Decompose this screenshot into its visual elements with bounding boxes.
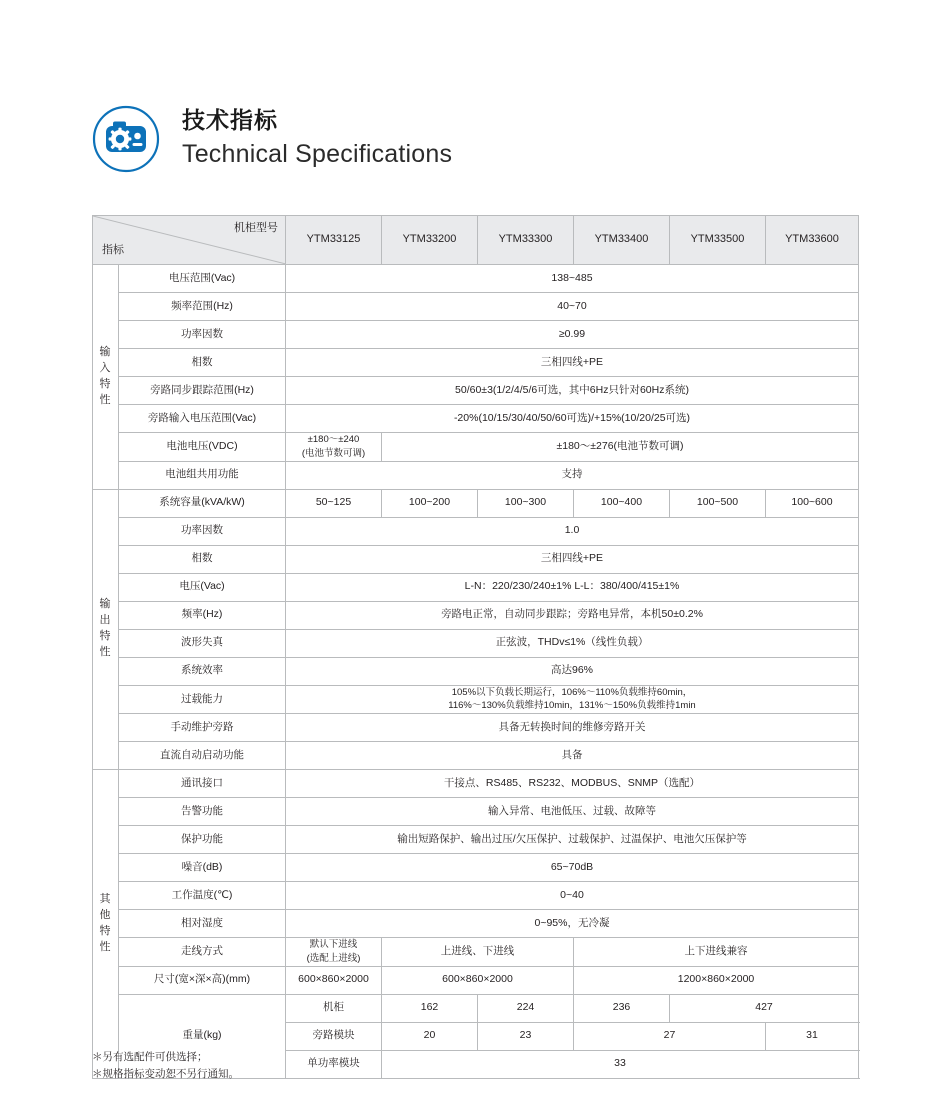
row-label: 电池组共用功能 — [119, 461, 286, 489]
table-row — [93, 573, 859, 601]
row-value: 20 — [382, 1022, 478, 1050]
row-value: 31 — [766, 1022, 859, 1050]
row-value: 427 — [670, 994, 859, 1022]
model-header-4: YTM33400 — [574, 216, 670, 265]
table-row — [93, 994, 859, 1022]
row-value: 65~70dB — [286, 854, 859, 882]
row-value: 上进线、下进线 — [382, 938, 574, 967]
row-value: ±180～±276(电池节数可调) — [382, 433, 859, 462]
table-row — [93, 265, 859, 293]
row-value: 600×860×2000 — [286, 966, 382, 994]
table-row — [93, 714, 859, 742]
row-value: 高达96% — [286, 657, 859, 685]
row-value: 三相四线+PE — [286, 545, 859, 573]
row-value: 100~400 — [574, 489, 670, 517]
table-corner-header — [93, 216, 286, 265]
row-label: 直流自动启动功能 — [119, 742, 286, 770]
table-row — [93, 489, 859, 517]
weight-sub-label: 单功率模块 — [286, 1050, 382, 1078]
table-row — [93, 742, 859, 770]
row-value: 上下进线兼容 — [574, 938, 859, 967]
table-row — [93, 826, 859, 854]
row-value: 33 — [382, 1050, 859, 1078]
footnote-1: ＊另有选配件可供选择； — [92, 1051, 208, 1063]
row-value: 40~70 — [286, 293, 859, 321]
row-value: 105%以下负载长期运行，106%～110%负载维持60min， 116%～130%负载维持10min，131%～150%负载维持1min — [286, 685, 859, 714]
row-value: 23 — [478, 1022, 574, 1050]
footnotes — [92, 1049, 239, 1083]
row-value: 默认下进线 (选配上进线) — [286, 938, 382, 967]
table-row — [93, 517, 859, 545]
row-value: 1.0 — [286, 517, 859, 545]
row-value: 138~485 — [286, 265, 859, 293]
table-row — [93, 377, 859, 405]
table-header-row — [93, 216, 859, 265]
table-row — [93, 910, 859, 938]
row-value: 600×860×2000 — [382, 966, 574, 994]
corner-label-model: 机柜型号 — [234, 222, 278, 234]
row-value: 0~40 — [286, 882, 859, 910]
row-value: 正弦波，THDv≤1%（线性负载） — [286, 629, 859, 657]
table-row — [93, 545, 859, 573]
row-value: 0~95%，无冷凝 — [286, 910, 859, 938]
row-label: 相数 — [119, 545, 286, 573]
table-row — [93, 601, 859, 629]
row-label: 频率范围(Hz) — [119, 293, 286, 321]
row-label: 相数 — [119, 349, 286, 377]
table-row — [93, 461, 859, 489]
row-label: 系统容量(kVA/kW) — [119, 489, 286, 517]
specifications-table — [92, 215, 859, 1079]
table-row — [93, 321, 859, 349]
row-label: 电压(Vac) — [119, 573, 286, 601]
row-value: 50/60±3(1/2/4/5/6可选，其中6Hz只针对60Hz系统) — [286, 377, 859, 405]
table-row — [93, 854, 859, 882]
row-value: ≥0.99 — [286, 321, 859, 349]
page-header — [92, 105, 452, 173]
table-row — [93, 938, 859, 967]
table-row — [93, 433, 859, 462]
row-value: 224 — [478, 994, 574, 1022]
corner-label-index: 指标 — [102, 244, 124, 257]
table-row — [93, 405, 859, 433]
row-label: 工作温度(℃) — [119, 882, 286, 910]
row-label: 告警功能 — [119, 798, 286, 826]
row-value: 236 — [574, 994, 670, 1022]
row-label: 走线方式 — [119, 938, 286, 967]
row-value: ±180～±240 (电池节数可调) — [286, 433, 382, 462]
row-value: 100~200 — [382, 489, 478, 517]
row-label: 电压范围(Vac) — [119, 265, 286, 293]
row-value: 三相四线+PE — [286, 349, 859, 377]
row-value: 干接点、RS485、RS232、MODBUS、SNMP（选配） — [286, 770, 859, 798]
row-label: 通讯接口 — [119, 770, 286, 798]
row-label: 噪音(dB) — [119, 854, 286, 882]
row-value: 输出短路保护、输出过压/欠压保护、过载保护、过温保护、电池欠压保护等 — [286, 826, 859, 854]
row-value: L-N：220/230/240±1% L-L：380/400/415±1% — [286, 573, 859, 601]
page-title-cn: 技术指标 — [182, 107, 278, 134]
row-value: 100~300 — [478, 489, 574, 517]
row-label: 功率因数 — [119, 321, 286, 349]
model-header-1: YTM33125 — [286, 216, 382, 265]
row-value: 具备 — [286, 742, 859, 770]
header-text — [182, 106, 452, 172]
row-label: 保护功能 — [119, 826, 286, 854]
table-row — [93, 966, 859, 994]
gear-camera-icon — [92, 105, 160, 173]
table-row — [93, 629, 859, 657]
row-value: 50~125 — [286, 489, 382, 517]
model-header-3: YTM33300 — [478, 216, 574, 265]
table-row — [93, 770, 859, 798]
row-value: 100~600 — [766, 489, 859, 517]
row-label: 相对湿度 — [119, 910, 286, 938]
row-value: 162 — [382, 994, 478, 1022]
row-label: 过载能力 — [119, 685, 286, 714]
row-value: 旁路电正常，自动同步跟踪；旁路电异常，本机50±0.2% — [286, 601, 859, 629]
row-value: 具备无转换时间的维修旁路开关 — [286, 714, 859, 742]
row-value: 100~500 — [670, 489, 766, 517]
group-label-1: 输入特性 — [93, 265, 119, 490]
group-label-2: 输出特性 — [93, 489, 119, 770]
weight-sub-label: 机柜 — [286, 994, 382, 1022]
table-row — [93, 657, 859, 685]
table-row — [93, 293, 859, 321]
row-value: -20%(10/15/30/40/50/60可选)/+15%(10/20/25可选) — [286, 405, 859, 433]
row-value: 输入异常、电池低压、过载、故障等 — [286, 798, 859, 826]
row-label: 频率(Hz) — [119, 601, 286, 629]
model-header-5: YTM33500 — [670, 216, 766, 265]
table-row — [93, 882, 859, 910]
weight-sub-label: 旁路模块 — [286, 1022, 382, 1050]
table-row — [93, 798, 859, 826]
page-title-en: Technical Specifications — [182, 140, 453, 169]
row-label: 功率因数 — [119, 517, 286, 545]
model-header-2: YTM33200 — [382, 216, 478, 265]
row-label: 尺寸(宽×深×高)(mm) — [119, 966, 286, 994]
row-value: 1200×860×2000 — [574, 966, 859, 994]
model-header-6: YTM33600 — [766, 216, 859, 265]
group-label-3: 其他特性 — [93, 770, 119, 1079]
row-label: 手动维护旁路 — [119, 714, 286, 742]
row-value: 27 — [574, 1022, 766, 1050]
row-label: 波形失真 — [119, 629, 286, 657]
table-row — [93, 685, 859, 714]
row-label: 旁路同步跟踪范围(Hz) — [119, 377, 286, 405]
row-label: 电池电压(VDC) — [119, 433, 286, 462]
weight-label: 重量(kg) — [119, 994, 286, 1078]
row-value: 支持 — [286, 461, 859, 489]
row-label: 系统效率 — [119, 657, 286, 685]
row-label: 旁路输入电压范围(Vac) — [119, 405, 286, 433]
table-row — [93, 349, 859, 377]
footnote-2: ＊规格指标变动恕不另行通知。 — [92, 1067, 239, 1080]
